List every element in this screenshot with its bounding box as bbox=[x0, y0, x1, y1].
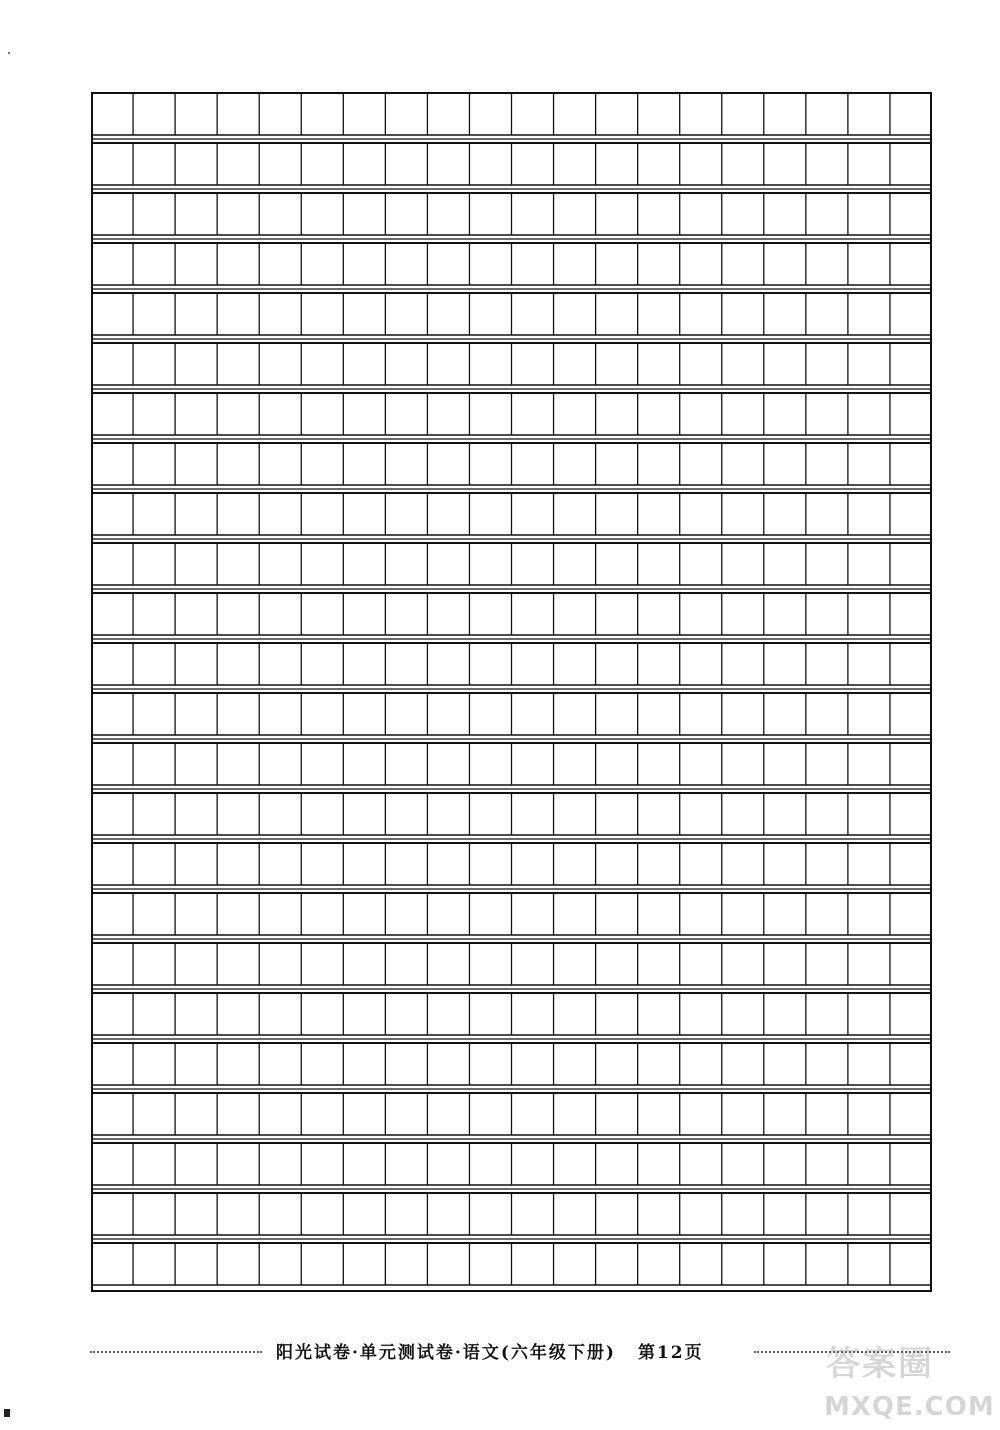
footer-text bbox=[276, 1338, 746, 1363]
watermark-logo bbox=[820, 1336, 995, 1426]
footer-dotted-rule-left bbox=[90, 1351, 262, 1353]
scan-speck bbox=[8, 52, 10, 54]
composition-grid-lines bbox=[91, 92, 932, 1292]
watermark-top-text: 答案圈 bbox=[826, 1344, 934, 1384]
footer-series-title: 阳光试卷·单元测试卷·语文(六年级下册) bbox=[276, 1343, 616, 1363]
watermark-bottom-text: MXQE.COM bbox=[824, 1392, 995, 1422]
corner-mark-icon bbox=[4, 1409, 10, 1417]
composition-grid[interactable] bbox=[91, 92, 932, 1292]
page-number: 第12页 bbox=[637, 1343, 704, 1363]
